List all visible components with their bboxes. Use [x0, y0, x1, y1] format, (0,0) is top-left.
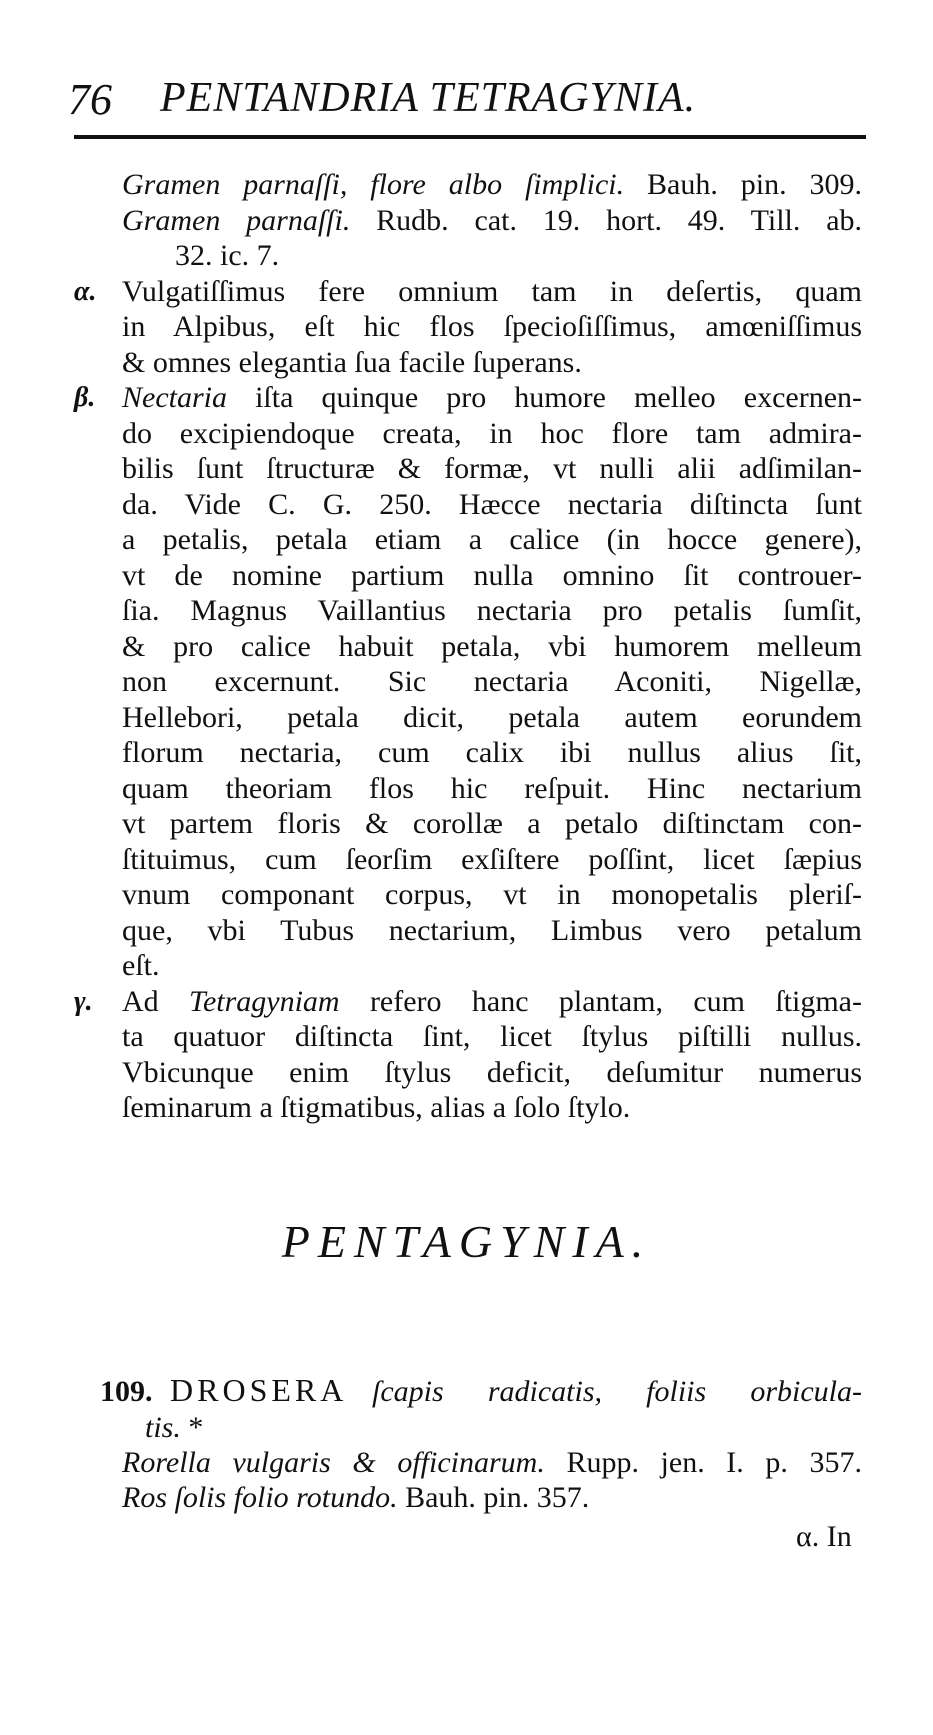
- roman-text: eſt.: [122, 949, 160, 982]
- roman-text: vt partem floris & corollæ a petalo diſtinctam con-: [122, 807, 862, 840]
- roman-text: & omnes elegantia ſua facile ſuperans.: [122, 345, 582, 379]
- text-line: [122, 806, 862, 842]
- running-head: PENTANDRIA TETRAGYNIA.: [160, 75, 697, 121]
- roman-text: quam theoriam flos hic reſpuit. Hinc nectarium: [122, 771, 862, 805]
- text-line: [122, 842, 862, 878]
- section-title: PENTAGYNIA.: [281, 1216, 652, 1267]
- header-rule: [74, 135, 866, 139]
- text-line: [122, 309, 862, 345]
- text-line: [122, 1090, 862, 1126]
- roman-text: 32. ic. 7.: [175, 239, 280, 272]
- text-line: [122, 1445, 862, 1481]
- roman-text: Bauh. pin. 309.: [624, 168, 862, 201]
- text-line: [122, 771, 862, 807]
- text-line: [122, 274, 862, 310]
- roman-text: in Alpibus, eſt hic flos ſpecioſiſſimus, amœniſſimus: [122, 310, 862, 343]
- text-line: [122, 948, 862, 984]
- page-number: 76: [68, 75, 112, 124]
- text-line: [122, 451, 862, 487]
- note-marker: γ.: [74, 985, 93, 1017]
- roman-text: iſta quinque pro humore melleo excernen-: [227, 381, 862, 414]
- roman-text: refero hanc plantam, cum ſtigma-: [339, 984, 862, 1018]
- roman-text: que, vbi Tubus nectarium, Limbus vero petalum: [122, 913, 862, 947]
- italic-text: Gramen parnaſſi, flore albo ſimplici.: [122, 168, 625, 201]
- roman-text: a petalis, petala etiam a calice (in hocce genere),: [122, 523, 862, 556]
- text-line: [122, 1019, 862, 1055]
- roman-text: Hellebori, petala dicit, petala autem eorundem: [122, 700, 862, 734]
- roman-text: ta quatuor diſtincta ſint, licet ſtylus piſtilli nullus.: [122, 1020, 862, 1053]
- text-line: [122, 984, 862, 1020]
- roman-text: vnum componant corpus, vt in monopetalis pleriſ-: [122, 878, 862, 911]
- note-marker: β.: [74, 382, 96, 413]
- roman-text: & pro calice habuit petala, vbi humorem melleum: [122, 629, 862, 663]
- roman-text: Rupp. jen. I. p. 357.: [544, 1446, 862, 1479]
- italic-text: tis.: [145, 1411, 181, 1444]
- roman-text: non excernunt. Sic nectaria Aconiti, Nigellæ,: [122, 665, 862, 698]
- text-line: [175, 238, 862, 274]
- text-line: [122, 629, 862, 665]
- text-line: [122, 735, 862, 771]
- text-line: [122, 1480, 862, 1516]
- italic-text: Nectaria: [122, 381, 227, 414]
- italic-text: Ros ſolis folio rotundo.: [122, 1481, 398, 1514]
- species-number: 109.: [100, 1375, 153, 1408]
- catchword: α. In: [796, 1520, 852, 1553]
- roman-text: vt de nomine partium nulla omnino ſit controuer-: [122, 558, 862, 592]
- italic-text: Gramen parnaſſi.: [122, 203, 351, 237]
- text-line: [122, 203, 862, 239]
- text-line: [122, 877, 862, 913]
- roman-text: ſtituimus, cum ſeorſim exſiſtere poſſint, licet ſæpius: [122, 842, 862, 876]
- text-line: [122, 913, 862, 949]
- text-line: [122, 416, 862, 452]
- roman-text: bilis ſunt ſtructuræ & formæ, vt nulli alii adſimilan-: [122, 452, 862, 485]
- genus-name: DROSERA: [170, 1372, 348, 1408]
- italic-text: ſcapis radicatis, foliis orbicula-: [372, 1375, 862, 1408]
- text-line: [122, 380, 862, 416]
- roman-text: *: [180, 1411, 204, 1444]
- text-line: [122, 167, 862, 203]
- text-line: [122, 700, 862, 736]
- roman-text: Bauh. pin. 357.: [397, 1481, 590, 1514]
- text-line: [122, 487, 862, 523]
- text-line: [122, 558, 862, 594]
- roman-text: Vulgatiſſimus fere omnium tam in deſertis, quam: [122, 274, 862, 308]
- roman-text: ſeminarum a ſtigmatibus, alias a ſolo ſtylo.: [122, 1091, 631, 1124]
- text-line: [122, 345, 862, 381]
- roman-text: florum nectaria, cum calix ibi nullus alius ſit,: [122, 736, 862, 769]
- roman-text: Ad: [122, 984, 190, 1018]
- text-line: [122, 1055, 862, 1091]
- note-marker: α.: [74, 275, 97, 307]
- roman-text: Vbicunque enim ſtylus deficit, deſumitur numerus: [122, 1055, 862, 1089]
- roman-text: da. Vide C. G. 250. Hæcce nectaria diſtincta ſunt: [122, 487, 862, 521]
- text-line: [122, 522, 862, 558]
- text-line: [122, 664, 862, 700]
- text-line: [122, 593, 862, 629]
- roman-text: Rudb. cat. 19. hort. 49. Till. ab.: [350, 203, 863, 237]
- roman-text: do excipiendoque creata, in hoc flore tam admira-: [122, 416, 862, 450]
- roman-text: ſia. Magnus Vaillantius nectaria pro petalis ſumſit,: [122, 594, 862, 627]
- text-line: [372, 1374, 862, 1410]
- italic-text: Rorella vulgaris & officinarum.: [122, 1446, 545, 1479]
- italic-text: Tetragyniam: [189, 984, 340, 1018]
- text-line: [145, 1410, 862, 1446]
